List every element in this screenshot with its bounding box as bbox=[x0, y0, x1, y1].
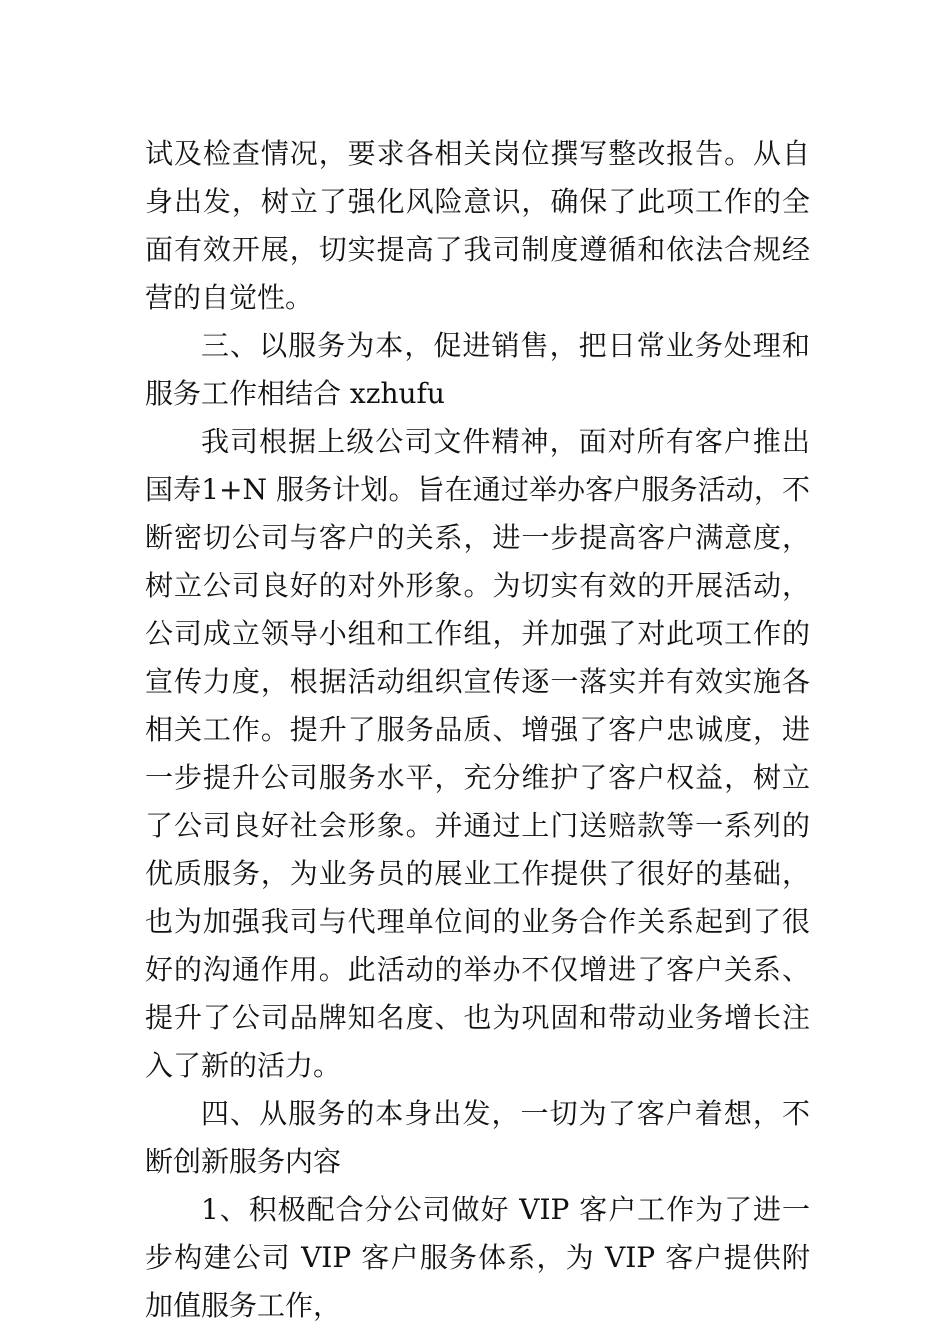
paragraph-service-plan: 我司根据上级公司文件精神，面对所有客户推出国寿1+N 服务计划。旨在通过举办客户服务活动，不断密切公司与客户的关系，进一步提高客户满意度，树立公司良好的对外形象。为切实有效的开展活动，公司成立领导小组和工作组，并加强了对此项工作的宣传力度，根据活动组织宣传逐一落实并有效实施各相关工作。提升了服务品质、增强了客户忠诚度，进一步提升公司服务水平，充分维护了客户权益，树立了公司良好社会形象。并通过上门送赔款等一系列的优质服务，为业务员的展业工作提供了很好的基础，也为加强我司与代理单位间的业务合作关系起到了很好的沟通作用。此活动的举办不仅增进了客户关系、提升了公司品牌知名度、也为巩固和带动业务增长注入了新的活力。 bbox=[145, 425, 810, 1082]
document-body bbox=[145, 130, 810, 1330]
section-heading-four: 四、从服务的本身出发，一切为了客户着想，不断创新服务内容 bbox=[145, 1097, 810, 1178]
paragraph-vip-service: 1、积极配合分公司做好 VIP 客户工作为了进一步构建公司 VIP 客户服务体系，为 VIP 客户提供附加值服务工作， bbox=[145, 1193, 810, 1322]
section-heading-three: 三、以服务为本，促进销售，把日常业务处理和服务工作相结合 xzhufu bbox=[145, 329, 810, 410]
paragraph-continued: 试及检查情况，要求各相关岗位撰写整改报告。从自身出发，树立了强化风险意识，确保了此项工作的全面有效开展，切实提高了我司制度遵循和依法合规经营的自觉性。 bbox=[145, 137, 810, 314]
